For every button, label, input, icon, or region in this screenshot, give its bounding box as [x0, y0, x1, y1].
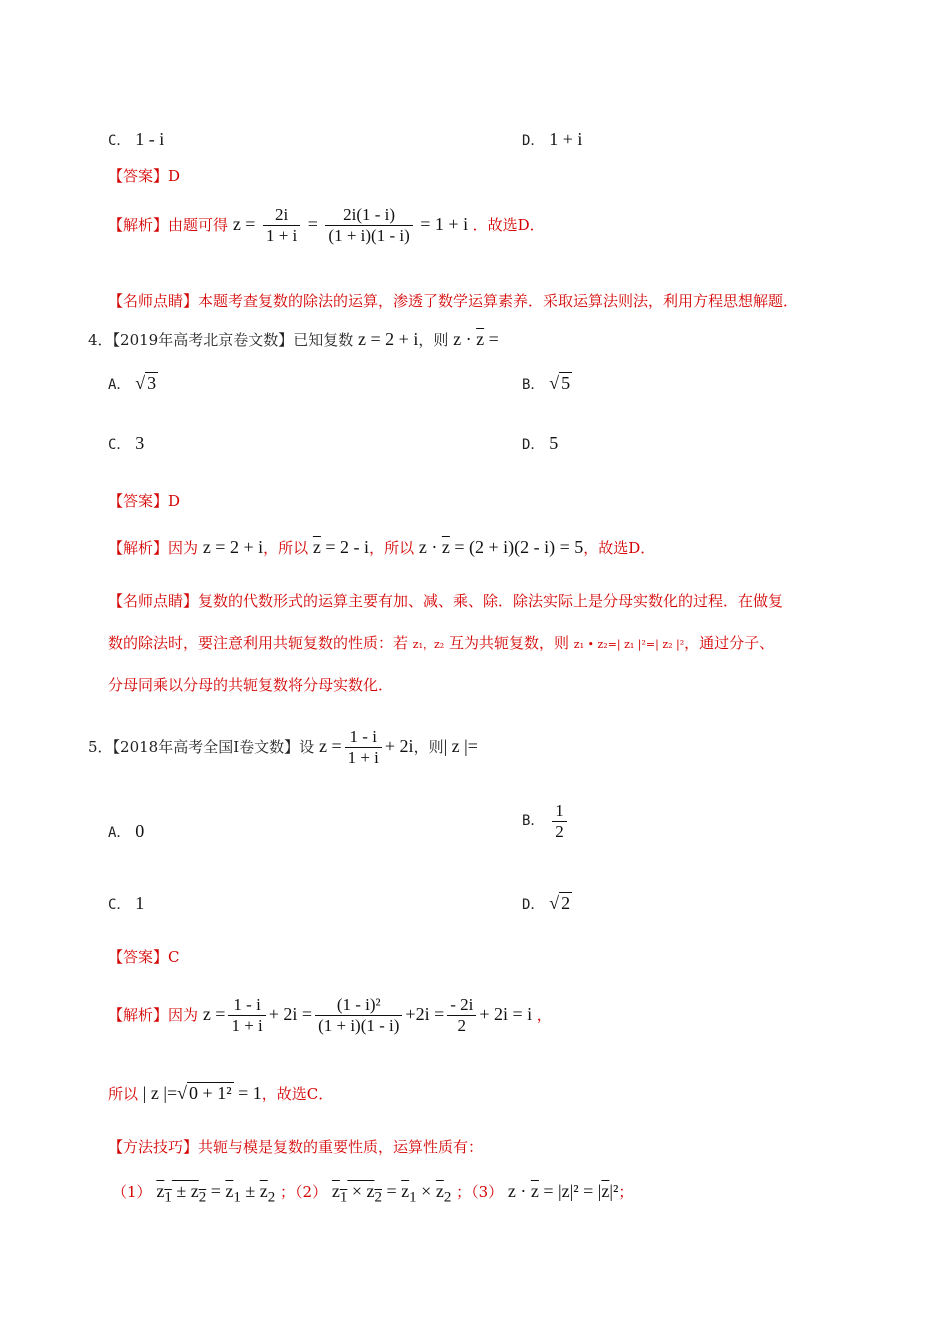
option-label: C． [108, 437, 131, 453]
method-text: 共轭与模是复数的重要性质，运算性质有： [198, 1138, 484, 1156]
formula: z = $\frac{1 - i}{1 + i}$ + 2i = $\frac{\text{(1 - i)²}}{(1 + i)(1 - i)}$ +2i = $\frac{- 2i}{2}$ + 2i = i [202, 995, 537, 1036]
property-2: $z_1 \times z_2 = \overline{z}_1 \times \overline{z}_2$ [331, 1181, 452, 1206]
question-text: 设 [299, 738, 315, 756]
note-tag: 【名师点睛】 [108, 292, 199, 310]
option-label: D． [522, 897, 545, 913]
note-text: 本题考查复数的除法的运算，渗透了数学运算素养．采取运算法则法，利用方程思想解题． [198, 292, 799, 310]
formula: | z |=√ 0 + 1² = 1 [142, 1083, 262, 1103]
q3-answer [108, 165, 180, 187]
question-text-mid: ，则 [413, 738, 444, 756]
stem-formula: z = $\frac{1 - i}{1 + i}$ + 2i [318, 727, 414, 768]
fraction-denominator: 2 [555, 821, 564, 841]
question-number: 5． [88, 738, 113, 756]
note-tag: 【名师点睛】 [108, 592, 199, 610]
option-fraction [552, 801, 567, 842]
answer-tag: 【答案】 [108, 948, 169, 966]
fraction-denominator: 1 + i [347, 748, 379, 768]
q4-option-d[interactable] [522, 432, 558, 456]
q4-note-line1 [108, 590, 783, 612]
note-text: 互为共轭复数，则 [449, 634, 570, 652]
option-value: 5 [561, 373, 571, 393]
method-tag: 【方法技巧】 [108, 1138, 199, 1156]
q3-option-c[interactable] [108, 128, 164, 152]
formula: z = $\frac{2i}{1 + i}$ = $\frac{2i(1 - i)}{(1 + i)(1 - i)}$ = 1 + i [232, 205, 473, 246]
analysis-text: 所以 [108, 1085, 139, 1103]
analysis-text: 由题可得 [168, 216, 229, 234]
answer-value: D [168, 167, 181, 185]
option-value: 1 - i [135, 129, 165, 149]
formula-3: $z \cdot \overline{z} = (2 + i)(2 - i) = 5$ [418, 537, 584, 557]
analysis-text: 因为 [168, 539, 199, 557]
q4-analysis [108, 536, 655, 559]
option-label: C． [108, 133, 131, 149]
analysis-text: ，所以 [263, 539, 309, 557]
option-label: D． [522, 437, 545, 453]
property-3: $z \cdot \overline{z} = |z|^2 = |\overline{z}|^2$ [507, 1181, 619, 1201]
property-1: $z_1 \pm z_2 = \overline{z}_1 \pm \overline{z}_2$ [156, 1181, 276, 1206]
fraction-numerator: 1 [552, 801, 567, 822]
answer-tag: 【答案】 [108, 167, 169, 185]
formula-1: z = 2 + i [202, 537, 264, 557]
q3-note [108, 290, 798, 312]
analysis-text: 因为 [168, 1006, 199, 1024]
fraction-numerator: 1 - i [345, 727, 382, 748]
property-label: ；（2） [280, 1183, 328, 1201]
analysis-tag: 【解析】 [108, 1006, 169, 1024]
analysis-tag: 【解析】 [108, 539, 169, 557]
answer-tag: 【答案】 [108, 492, 169, 510]
property-label: ；（3） [456, 1183, 504, 1201]
option-value: 3 [147, 373, 157, 393]
option-label: A． [108, 377, 131, 393]
q4-answer [108, 490, 180, 512]
option-label: C． [108, 897, 131, 913]
stem-equation: z = 2 + i [358, 329, 419, 349]
answer-value: C [168, 948, 180, 966]
formula-2-rhs: = 2 - i [325, 537, 370, 557]
property-end: ； [618, 1183, 634, 1201]
q4-stem [88, 328, 499, 351]
option-value: 2 [561, 893, 571, 913]
note-text: 数的除法时，要注意利用共轭复数的性质：若 [108, 634, 409, 652]
note-math: z₁ • z₂=| z₁ |²=| z₂ |² [573, 638, 685, 651]
q4-option-a[interactable] [108, 372, 158, 396]
note-math: z₁，z₂ [412, 638, 445, 651]
question-text-mid: ，则 [418, 331, 449, 349]
q5-option-a[interactable] [108, 820, 144, 844]
analysis-text: ， [536, 1006, 552, 1024]
q4-option-c[interactable] [108, 432, 144, 456]
analysis-tag: 【解析】 [108, 216, 169, 234]
option-value: 1 + i [549, 129, 583, 149]
q5-option-d[interactable] [522, 892, 572, 916]
analysis-end: ．故选D． [472, 216, 545, 234]
stem-expression: | z |= [443, 736, 478, 756]
stem-tail: + 2i [384, 736, 414, 756]
sqrt-symbol: √ 3 [135, 373, 157, 393]
option-label: B． [522, 377, 545, 393]
formula-2: $\overline{z} = 2 - i$ [312, 537, 370, 557]
option-label: D． [522, 133, 545, 149]
option-value: 3 [135, 433, 145, 453]
q3-analysis [108, 200, 545, 249]
question-text: 已知复数 [293, 331, 354, 349]
analysis-end: ，故选D． [583, 539, 656, 557]
option-label: A． [108, 825, 131, 841]
q5-analysis-line2 [108, 1082, 333, 1105]
q5-option-c[interactable] [108, 892, 144, 916]
q5-stem [88, 722, 478, 771]
sqrt-symbol: √ 5 [549, 373, 571, 393]
q5-analysis [108, 986, 552, 1043]
formula-3-rhs: = (2 + i)(2 - i) = 5 [454, 537, 584, 557]
question-number: 4． [88, 331, 113, 349]
q5-option-b[interactable] [522, 796, 570, 845]
option-value: 1 [135, 893, 145, 913]
note-text: 复数的代数形式的运算主要有加、减、乘、除．除法实际上是分母实数化的过程．在做复 [198, 592, 784, 610]
stem-expression: $z \cdot \overline{z}$ = [453, 329, 499, 349]
question-source: 【2018年高考全国Ⅰ卷文数】 [112, 738, 300, 756]
q5-properties [112, 1180, 633, 1209]
q4-option-b[interactable] [522, 372, 572, 396]
q4-note-line3 [108, 674, 393, 696]
option-value: 0 [135, 821, 145, 841]
q5-method [108, 1136, 483, 1158]
option-label: B． [522, 813, 545, 829]
answer-value: D [168, 492, 181, 510]
option-value: 5 [549, 433, 559, 453]
q5-answer [108, 946, 180, 968]
analysis-end: ，故选C． [261, 1085, 334, 1103]
q4-note-line2 [108, 632, 774, 656]
question-source: 【2019年高考北京卷文数】 [112, 331, 294, 349]
property-label: （1） [112, 1183, 152, 1201]
q3-option-d[interactable] [522, 128, 582, 152]
analysis-text: ，所以 [369, 539, 415, 557]
note-text: 分母同乘以分母的共轭复数将分母实数化． [108, 676, 394, 694]
note-text: ，通过分子、 [684, 634, 775, 652]
sqrt-symbol: √ 2 [549, 893, 571, 913]
